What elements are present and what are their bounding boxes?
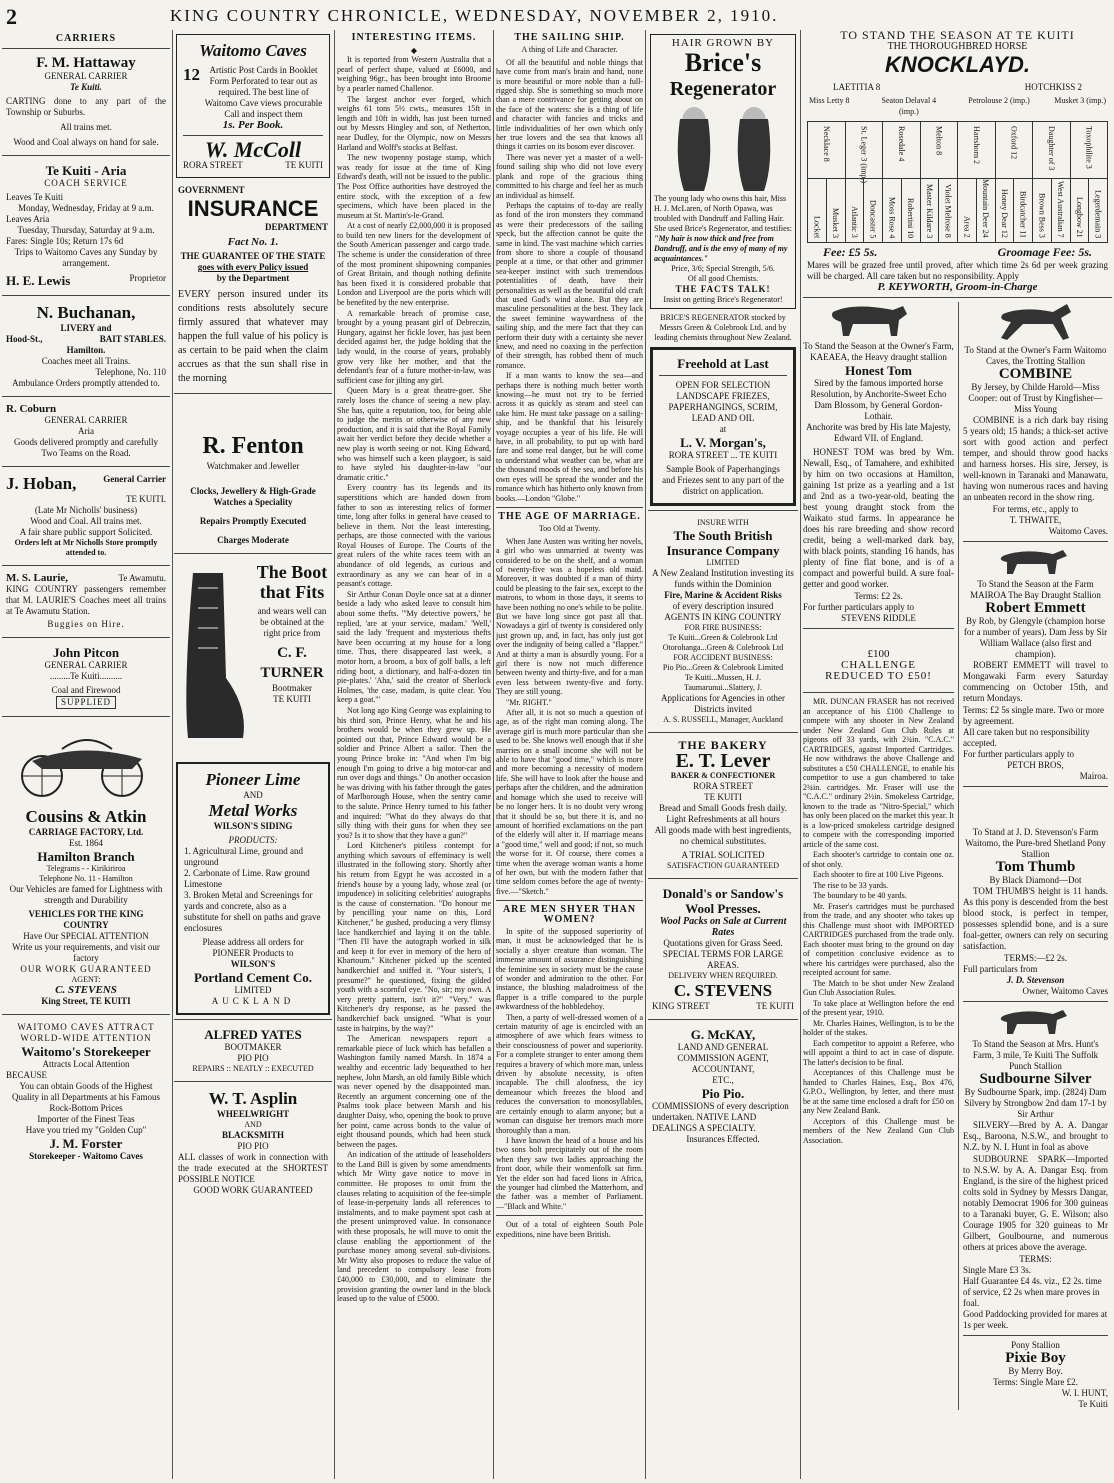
- pedigree-top: LAETITIA 8 HOTCHKISS 2: [833, 82, 1082, 92]
- article-paragraph: A remarkable breach of promise case, brought by a young peasant girl of Debreczin, Hungary, against her fickle lover, has just been decided against her, the judge holding that the lady would, in the course of years, probably grow very like her mother, and that the defendant's fear of a future mother-in-law, was sufficient case for jilting any girl.: [337, 308, 491, 385]
- pedigree-entry: Necklace 8: [821, 126, 831, 162]
- article-paragraph: Each shooter to fire at 100 Live Pigeons.: [813, 870, 944, 879]
- pedigree-entry: Hartshorn 2: [971, 126, 981, 164]
- article-paragraph: After all, it is not so much a question of age, as of the right man coming along. The average girl is much more particular than she used to be. She knows well enough that if she marries on a small income she will not be able to have that "good time," which is more and more becoming a necessity of modern life. She will have to look after the house and perhaps after the children, and the admiration and homage which she used to receive will be no longer hers. It is no doubt very wrong that it should be so, but there it is, and no amount of horrified exclamations on the part of the elderly will alter it. If marriage means a "good time," well and good; if not, so much the worse for it. Of course, there comes a time when the average woman wants a home of her own, but with the modern father that time seldom comes before the age of twenty-five.—"Sketch.": [496, 708, 643, 896]
- article-paragraph: Of all the beautiful and noble things that have come from man's brain and hand, none is more beautiful or more noble than a full-rigged ship. She is something so much more than a mere contrivance for getting about on the face of the waters: she is a thing of life and character with fancies and tricks and little individualities of her own which only her true lovers and the sea that knows all things it carries on its bosom ever discover.: [496, 57, 643, 152]
- pedigree-entry: Master Kildare 3: [924, 183, 934, 238]
- pedigree-entry: Legerdemain 3: [1093, 189, 1103, 238]
- brices-stockists: BRICE'S REGENERATOR stocked by Messrs Green & Colebrook Ltd. and by leading chemists throughout New Zealand.: [654, 313, 792, 342]
- age-of-marriage-heading: THE AGE OF MARRIAGE.: [498, 510, 641, 522]
- ad-pioneer-lime: Pioneer Lime AND Metal Works WILSON'S SIDING PRODUCTS: 1. Agricultural Lime, ground and unground 2. Carbonate of Lime. Raw ground Limestone 3. Broken Metal and Screenings for yards and concrete, also as a substitute for shell on paths and grave enclosures Please address all orders for PIONEER Products to WILSON'S Portland Cement Co. LIMITED AUCKLAND: [176, 762, 330, 1015]
- article-paragraph: There was never yet a master of a well-found sailing ship who did not love every plank and rope of the gracious thing committed to his charge and feel her as much an individual as himself.: [496, 152, 643, 200]
- column-rule: [493, 30, 494, 1479]
- article-paragraph: The largest anchor ever forged, which weighs 61 tons 5½ cwts., measures 15ft in length and 10ft in width, has just been turned out by Messrs Hingley and son, of Netherton, near Dudley, for the Olympic, now on Messrs Harland and Wolff's stocks at Belfast.: [337, 94, 491, 152]
- column-stallions-right: To Stand at the Owner's Farm Waitomo Caves, the Trotting Stallion COMBINE By Jersey, by Childe Harold—Miss Cooper: out of Trust by Kingfisher—Miss Young COMBINE is a rich dark bay rising 5 years old; 15 hands; a thick-set active sort with good action and perfect temper, and should throw good hacks and harness horses. His sire, Jersey, is well-known in Taranaki and Manawatu, having won numerous races and having an unbeaten record in the show ring. For terms, etc., apply to T. THWAITE, Waitomo Caves. To Stand the Season at the Farm MAIROA The Bay Draught Stallion Robert Emmett By Rob, by Glengyle (champion horse for a number of years). Dam Jess by Sir William Wallace (also first and champion). ROBERT EMMETT will travel to Mongawaki Farm every Saturday commencing on October 15th, and return Mondays. Terms: £2 5s single mare. Two or more by agreement. All care taken but no responsibility accepted. For further particulars apply to PETCH BROS, Mairoa. To Stand at J. D. Stevenson's Farm Waitomo, the Pure-bred Shetland Pony Stallion Tom Thumb By Black Diamond—Dot TOM THUMB'S height is 11 hands. As this pony is descended from the best blood stock, is perfect in temper, possesses splendid bone, and is a sure foal-getter, owners can rely on securing satisfaction. TERMS:—£2 2s. Full particulars from J. D. Stevenson Owner, Waitomo Caves To Stand the Season at Mrs. Hunt's Farm, 3 mile, Te Kuiti The Suffolk Punch Stallion Sudbourne Silver By Sudbourne Spark, imp. (2824) Dam Silvery by Strongbow 2nd dam 17-1 by Sir Arthur SILVERY—Bred by A. A. Dangar Esq., Baroona, N.S.W., and brought to N.Z. by N. I. Hunt in foal as above SUDBOURNE SPARK—Imported to N.S.W. by A. A. Dangar Esq. from England, is the sire of the highest priced colts sold in Sydney by Messrs Dangar, notably Democrat 1906 for 300 guineas to a Taranaki buyer, G. E. Wilson; also Courage 1905 for 320 guineas to Mr Gilbert, Goulbourne, and numerous others at prices above the average. TERMS: Single Mare £3 3s. Half Guarantee £4 4s. viz., £2 2s. time of service, £2 2s when mare proves in foal. Good Paddocking provided for mares at 1s per week. Pony Stallion Pixie Boy By Merry Boy. Terms: Single Mare £2. W. I. HUNT, Te Kuiti: [958, 302, 1108, 1410]
- carriage-illustration-icon: [2, 721, 166, 801]
- column-rule: [645, 30, 646, 1479]
- pedigree-entry: Birdcatcher 11: [1018, 190, 1028, 238]
- column-adverts-2: [648, 30, 798, 1479]
- column-articles: [496, 30, 643, 1479]
- knocklayd-season: TO STAND THE SEASON AT TE KUITI: [840, 30, 1075, 42]
- age-of-marriage-subheading: Too Old at Twenty.: [538, 524, 601, 534]
- long-hair-portrait-icon: [654, 101, 794, 191]
- column-rule: [172, 30, 173, 1479]
- knocklayd-mares: Mares will be grazed free until proved, after which time 2s 6d per week grazing will be charged. All care taken but no responsibility. Apply: [807, 260, 1108, 281]
- article-paragraph: Then, a party of well-dressed women of a certain maturity of age is encircled with an atmosphere of awe which fears witness to their consciousness of power and superiority. For a complete stranger to enter among them requires a bravery of which more man, unless driven by absolute necessity, is often incapable. The chill aloofness, the icy demeanour which freezes the blood and reduces the conversation to monosyllables, are certainly enough to alarm anyone; but a woman can disguise her tremors much more thoroughly than a man.: [496, 1012, 643, 1135]
- ad-bakery-lever: THE BAKERY E. T. Lever BAKER & CONFECTIONER RORA STREET TE KUITI Bread and Small Goods fresh daily. Light Refreshments at all hours All goods made with best ingredients, no chemical substitutes. A TRIAL SOLICITED SATISFACTION GUARANTEED: [654, 738, 792, 870]
- article-paragraph: It is reported from Western Australia that a pearl of perfect shape, valued at £6000, and weighing 96gr., has been brought into Broome by a pearler named Challenor.: [337, 55, 491, 93]
- article-paragraph: The new twopenny postage stamp, which was ready for issue at the time of King Edward's death, will not be issued to the public. The Post Office authorities have destroyed the entire stock, with the exception of a few specimens, which have been placed in the museum at St. Martin's-le-Grand.: [337, 153, 491, 220]
- ad-yates: ALFRED YATES BOOTMAKER PIO PIO REPAIRS :: NEATLY :: EXECUTED: [192, 1027, 314, 1073]
- ad-boot-turner: The Boot that Fits and wears well can be obtained at the right price from C. F. TURNER Bootmaker TE KUITI: [174, 558, 332, 758]
- pedigree-cell: [996, 122, 1034, 242]
- ad-waitomo-caves: Waitomo Caves 12 Artistic Post Cards in Booklet Form Perforated to tear out as required. The best line of Waitomo Cave views procurable Call and inspect them 1s. Per Book. W. McColl RORA STREET TE KUITI: [176, 34, 330, 178]
- ad-brices-regenerator: HAIR GROWN BY Brice's Regenerator The young lady who owns this hair, Miss H. J. McLaren, of North Opawa, was troubled with Dandruff and Falling Hair. She used Brice's Regenerator, and testifies: "My hair is now thick and free from Dandruff, and is the envy of many of my acquaintances." Price, 3/6; Special Strength, 5/6. Of all good Chemists. THE FACTS TALK! Insist on getting Brice's Regenerator!: [650, 34, 796, 309]
- pedigree-cell: [846, 122, 884, 242]
- article-paragraph: Acceptances of this Challenge must be handed to Charles Haines, Esq., Box 476, G.P.O., Wellington, by letter, and there must be at the same time enclosed a draft for £50 on any New Zealand Bank.: [803, 1068, 954, 1115]
- column-interesting-items: INTERESTING ITEMS. ◆ It is reported from Western Australia that a pearl of perfect shape, valued at £6000, and weighing 96gr., has been brought into Broome by a pearler named Challenor. The largest anchor ever forged, which weighs 61 tons 5½ cwts., measures 15ft in length and 10ft in width, has just been turned out by Messrs Hingley and son, of Netherton, near Dudley, for the Olympic, now on Messrs Harland and Wolff's stocks at Belfast. The new twopenny postage stamp, which was ready for issue at the time of King Edward's death, will not be issued to the public. The Post Office authorities have destroyed the entire stock, with the exception of a few specimens, which have been placed in the museum at St. Martin's-le-Grand. At a cost of nearly £2,000,000 it is proposed to build ten new liners for the development of the South American passenger and cargo trade. The scheme is under the consideration of three of the most prominent shipowning companies of Great Britain, and though nothing definite has been fixed it is considered probable that London and Liverpool are the ports which will be benefited by the new enterprise. A remarkable breach of promise case, brought by a young peasant girl of Debreczin, Hungary, against her fickle lover, has just been decided against her, the judge holding that the lady would, in the course of years, probably grow very like her mother, and that the defendant's fear of a future mother-in-law, was sufficient case for jilting any girl. Queen Mary is a great theatre-goer. She rarely loses the chance of seeing a new play. She has, quite a reputation, too, for being able to judge the merits or otherwise of any new production, and it is said that the Royal Family await her verdict before they decide whether a new play is worth seeing or not. King Edward, who was himself such a keen playgoer, is said to have styled his daughter-in-law "our dramatic critic." Every country has its legends and its superstitions which are handed down from father to son as interesting relics of former time, long after folks in general have ceased to believe in them. Not the least interesting, perhaps, are those connected with the various Royal Houses of Europe. The Courts of the great rulers of the white races teem with an abundance of old legends, as curious and extraordinary as any we can hear of in a peasant's cottage. Sir Arthur Conan Doyle once sat at a dinner beside a lady who asked leave to consult him about some thefts. "'My detective powers,' he replied, 'are at your service, madam.' 'Well,' said the lady 'frequent and mysterious thefts have been occurring at my house for a long time. Thus, there disappeared last week, a motor horn, a broom, a box of golf balls, a left riding boot, a dictionary, and half-a-dozen tin pie-plates.' 'Aha,' said the creator of Sherlock Holmes, 'the case, madam, is quite clear. You keep a goat.'" Not long ago King George was explaining to his third son, Prince Henry, what he and his brothers would be when they grew up. He pointed out that, Prince Edward would be a soldier and Prince Albert a sailor. Then the young Prince broke in: "And when I'm big enough I'm going to drive a big motor-car and run over dogs and things." On another occasion he was driving with his father through the gates of Marlborough House, when the sentry came to the salute. Prince Henry turned to his father and inquired: "What do they always do that silly thing with their guns for when they see you? Is it to show that they have a gun?" Lord Kitchener's pitiless contempt for anything which savours of effeminacy is well illustrated in the following story. Shortly after his return from Egypt he was accosted in a friend's house by a young lady, whose zeal (or impudence) in soliciting celebrities' autographs is the cause of consternation. "Do honour me by pencilling your name on this, Lord Kitchener," he gushed, producing a very flimsy lace handkerchief and laying it on the table. "Then I'll have the autograph worked in silk and keep it for ever in memory of the hero of Khartoum." Kitchener picked up the scented handkerchief and sniffed it. "Your sister's, I presume?" he questioned, fixing the gilded youth with a scornful eye. "No, sir; my own. A very pretty pattern, isn't it?" "Very." was Kitchener's dry response, as he passed the handkerchief back unsigned. "What is your taste in hairpins, by the way?" The American newspapers report a remarkable piece of luck which has befallen a Washington family named Marsh. In 1874 a wealthy and eccentric lady bequeathed to her nephew, John Marsh, an old family Bible which was never opened by the disappointed man. Recently an argument concerning one of the Psalms took place between Marsh and his daughter Daisy, who, opening the book to prove her point, came across bonds to the value of eight thousand pounds, which had been stuck between the pages. An indication of the attitude of leaseholders to the Land Bill is given by some amendments which Mr Witty gave notice to move in committee. He proposes to omit from the clauses relating to acquisition of the fee-simple of lease-in-perpetuity lands all references to instalments, and to make payment spot cash at the present unimproved value. In consonance with these proposals, he will move to omit the clause enabling the apportionment of the purchase money among several sub-divisions. Mr Witty also proposes to reduce the value of land precedent to compulsory lease from £40,000 to £30,000, and to eliminate the provision granting the owner land in the block leased up to the value of £5000.: [337, 32, 491, 1304]
- article-paragraph: To take place at Wellington before the end of the present year, 1910.: [803, 998, 954, 1017]
- article-paragraph: MR. DUNCAN FRASER has not received an acceptance of his £100 Challenge to compete with any shooter in New Zealand under New Zealand Gun Club Rules at pigeons off 33 yards, with 2¾in. "C.A.C." CARTRIDGES, against Imported Cartridges. He now withdraws the above Challenge and substitutes a £50 CHALLENGE, to enable his competitor to use a gun chambered to take 2¾in. cartridges. Mr. Fraser will use the "C.A.C." ordinary 2½in. Smokeless Cartridge, known to the trade as "Nitro-Special," which has only been placed on the market this year. It is a low-priced smokeless cartridge designed to compete with the corresponding imported article of the same cost.: [803, 697, 954, 849]
- article-paragraph: The boundary to be 40 yards.: [813, 891, 907, 900]
- pedigree-entry: Honey Dear 12: [999, 189, 1009, 238]
- column-stallions: [803, 30, 1112, 1479]
- article-paragraph: Perhaps the captains of to-day are really as fond of the iron monsters they command as were their predecessors of the sailing speck, but the affection cannot be quite the same in kind. The vast machine which carries from shore to shore a couple of thousand people at a time, or that other and grimmer sea-keeper instinct with such tremendous potentialities of death, have their personalities as well as the beautiful old craft that used God's wind alone. But they are masculine personalities at the best. They lack the sweet feminine waywardness of the sailing ship, and the mere fact that they can perform their duty with a certainty she never knew, and need no coaxing in the perfection of their strength, has robbed them of much romance.: [496, 200, 643, 370]
- knocklayd-title: KNOCKLAYD.: [884, 52, 1031, 77]
- pedigree-entry: Petrolouse 2 (imp.): [968, 96, 1030, 105]
- article-paragraph: The rise to be 33 yards.: [813, 880, 889, 890]
- pedigree-entry: Miss Letty 8: [809, 96, 850, 105]
- ad-coburn: R. Coburn GENERAL CARRIER Aria Goods delivered promptly and carefully Two Teams on the Road.: [6, 403, 158, 458]
- men-shyer-body: [496, 927, 643, 1211]
- bay-horse-icon: [963, 546, 1109, 576]
- pedigree-entry: Longbow 21: [1074, 197, 1084, 238]
- ad-waitomo-store: WAITOMO CAVES ATTRACT WORLD-WIDE ATTENTION Waitomo's Storekeeper Attracts Local Attention BECAUSE You can obtain Goods of the Highest Quality in all Departments at his Famous Rock-Bottom Prices Importer of the Finest Teas Have you tried my "Golden Cup" J. M. Forster Storekeeper - Waitomo Caves: [6, 1022, 160, 1161]
- pedigree-entry: Toxophilite 3: [1084, 126, 1094, 169]
- sailing-ship-body: [496, 58, 643, 503]
- column-rule: [800, 30, 801, 1479]
- pedigree-cell: [883, 122, 921, 242]
- men-shyer-heading: ARE MEN SHYER THAN WOMEN?: [502, 904, 637, 925]
- pedigree-entry: St. Leger 3 (imp.): [859, 126, 869, 184]
- pedigree-cell: [1033, 122, 1071, 242]
- pedigree-entry: Seaton Delaval 4 (imp.): [881, 96, 937, 116]
- pedigree-entry: Locket: [812, 215, 822, 238]
- article-paragraph: Each shooter's cartridge to contain one oz. of shot only.: [803, 850, 954, 869]
- article-paragraph: Not long ago King George was explaining to his third son, Prince Henry, what he and his brothers would be when they grew up. He pointed out that, Prince Edward would be a soldier and Prince Albert a sailor. Then the young Prince broke in: "And when I'm big enough I'm going to drive a big motor-car and run over dogs and things." On another occasion he was driving with his father through the gates of Marlborough House, when the sentry came to the salute. Prince Henry turned to his father and inquired: "What do they always do that silly thing with their guns for when they see you? Is it to show that they have a gun?": [337, 705, 491, 840]
- pedigree-entry: Musket 3 (imp.): [1054, 96, 1106, 105]
- south-pole-note: Out of a total of eighteen South Pole expeditions, nine have been British.: [496, 1220, 643, 1239]
- knocklayd-fees: Fee: £5 5s. Groomage Fee: 5s.: [823, 245, 1092, 259]
- article-paragraph: An indication of the attitude of leaseholders to the Land Bill is given by some amendments which Mr Witty gave notice to move in committee. He proposes to omit from the clauses relating to acquisition of the fee-simple of lease-in-perpetuity lands all references to instalments, and to make payment spot cash at the present unimproved value. In consonance with these proposals, he will move to omit the clause enabling the apportionment of the purchase money among several sub-divisions. Mr Witty also proposes to reduce the value of land precedent to compulsory lease from £40,000 to £30,000, and to eliminate the provision granting the owner land in the block leased up to the value of £5000.: [337, 1150, 491, 1304]
- article-paragraph: Mr. Fraser's cartridges must be purchased from the trade, and any shooter who takes up this Challenge must shoot with IMPORTED CARTRIDGES purchased from the trade only. Each shooter must bring to the ground on day of competition conclusive evidence as to where his cartridges were purchased, also the receipted account for same.: [803, 901, 954, 977]
- pedigree-entry: Area 2: [962, 216, 972, 238]
- column-stallions-left: To Stand the Season at the Owner's Farm, KAEAEA, the Heavy draught stallion Honest Tom Sired by the famous imported horse Resolution, by Anchorite-Sweet Echo Dam Blossom, by General Gordon-Lothair. Anchorite was bred by His late Majesty, Edward VII. of England. HONEST TOM was bred by Wm. Newall, Esq., of Tamahere, and exhibited by him on two occasions at Hamilton, gaining 1st prize as a yearling and a 1st and 2nd as a two-year-old, beating the best young draught stock from the Waikato stud farms. In appearance he does his rare breeding and show record credit, being a well-marked dark bay, with black points, standing 16 hands, has plenty of fine flat bone, and is of a compact and powerful build. A sure foal-getter and good worker. Terms: £2 2s. For further particulars apply to STEVENS RIDDLE £100 CHALLENGE REDUCED TO £50! MR. DUNCAN FRASER has not received an acceptance of his £100 Challenge to compete with any shooter in New Zealand under New Zealand Gun Club Rules at pigeons off 33 yards, with 2¾in. "C.A.C." CARTRIDGES, against Imported Cartridges. He now withdraws the above Challenge and substitutes a £50 CHALLENGE, to enable his competitor to use a gun chambered to take 2¾in. cartridges. Mr. Fraser will use the "C.A.C." ordinary 2½in. Smokeless Cartridge, known to the trade as "Nitro-Special," which has only been placed on the market this year. It is a low-priced smokeless cartridge designed to compete with the corresponding imported article of the same cost. Each shooter's cartridge to contain one oz. of shot only. Each shooter to fire at 100 Live Pigeons. The rise to be 33 yards. The boundary to be 40 yards. Mr. Fraser's cartridges must be purchased from the trade, and any shooter who takes up this Challenge must shoot with IMPORTED CARTRIDGES purchased from the trade only. Each shooter must bring to the ground on day of competition conclusive evidence as to where his cartridges were purchased, also the receipted account for same. The Match to be shot under New Zealand Gun Club Association Rules. To take place at Wellington before the end of the present year, 1910. Mr. Charles Haines, Wellington, is to be the holder of the stakes. Each competitor to appoint a Referee, who will appoint a third to act in case of dispute. The latter's decision to be final. Acceptances of this Challenge must be handed to Charles Haines, Esq., Box 476, G.P.O., Wellington, by letter, and there must be at the same time enclosed a draft for £50 on any New Zealand Bank. Acceptors of this Challenge must be members of the New Zealand Gun Club Association.: [803, 302, 958, 1410]
- article-paragraph: The American newspapers report a remarkable piece of luck which has befallen a Washington family named Marsh. In 1874 a wealthy and eccentric lady bequeathed to her nephew, John Marsh, an old family Bible which was never opened by the disappointed man. Recently an argument concerning one of the Psalms took place between Marsh and his daughter Daisy, who, opening the book to prove her point, came across bonds to the value of eight thousand pounds, which had been stuck between the pages.: [337, 1034, 491, 1149]
- article-paragraph: Lord Kitchener's pitiless contempt for anything which savours of effeminacy is well illustrated in the following story. Shortly after his return from Egypt he was accosted in a friend's house by a young lady, whose zeal (or impudence) in soliciting celebrities' autographs is the cause of consternation. "Do honour me by pencilling your name on this, Lord Kitchener," he gushed, producing a very flimsy lace handkerchief and laying it on the table. "Then I'll have the autograph worked in silk and keep it for ever in memory of the hero of Khartoum." Kitchener picked up the scented handkerchief and sniffed it. "Your sister's, I presume?" he questioned, fixing the gilded youth with a scornful eye. "No, sir; my own. A very pretty pattern, isn't it?" "Very." was Kitchener's dry response, as he passed the handkerchief back unsigned. "What is your taste in hairpins, by the way?": [337, 841, 491, 1033]
- ad-laurie: M. S. Laurie, Te Awamutu. KING COUNTRY passengers remember that M. LAURIE'S Coaches meet all trains at Te Awamutu Station. Buggies on Hire.: [6, 572, 166, 629]
- ad-freehold-morgan: Freehold at Last OPEN FOR SELECTION LANDSCAPE FRIEZES, PAPERHANGINGS, SCRIM, LEAD AND OIL at L. V. Morgan's, RORA STREET ... TE KUITI Sample Book of Paperhangings and Friezes sent to any part of the district on application.: [650, 347, 796, 506]
- ad-cousins-atkin: Cousins & Atkin CARRIAGE FACTORY, Ltd. Est. 1864 Hamilton Branch Telegrams - - Kirikiriroa Telephone No. 11 - Hamilton Our Vehicles are famed for Lightness with strength and Durability VEHICLES FOR THE KING COUNTRY Have Our SPECIAL ATTENTION Write us your requirements, and visit our factory OUR WORK GUARANTEED AGENT: C. STEVENS King Street, TE KUITI: [9, 807, 163, 1006]
- article-paragraph: In spite of the supposed superiority of man, it must be acknowledged that he is socially a shyer creature than woman. The immense amount of assurance distinguishing the feminine sex in society must be the cause of wonder and admiration to the other. For instance, the blushing maladroitness of the flapper is a trifle compared to the purple awkwardness of the hobbledehoy.: [496, 926, 643, 1012]
- pedigree-entry: Atlantic 3: [849, 206, 859, 238]
- challenge-body: [803, 697, 954, 1145]
- pedigree-entry: Robertini 10: [906, 197, 916, 238]
- ad-fenton: R. Fenton Watchmaker and Jeweller Clocks, Jewellery & High-Grade Watches a Speciality Repairs Promptly Executed Charges Moderate: [190, 433, 316, 545]
- pedigree-entry: Musket 3: [831, 208, 841, 238]
- pedigree-entry: Oxford 12: [1009, 126, 1019, 160]
- sailing-ship-subheading: A thing of Life and Character.: [521, 45, 618, 55]
- pedigree-second-row: [803, 93, 1112, 119]
- pedigree-table: [807, 121, 1108, 243]
- article-paragraph: "Mr. RIGHT.": [506, 697, 552, 707]
- pedigree-entry: Daughter of 3: [1046, 126, 1056, 171]
- pedigree-cell: [958, 122, 996, 242]
- article-paragraph: Each competitor to appoint a Referee, who will appoint a third to act in case of dispute. The latter's decision to be final.: [803, 1038, 954, 1067]
- ad-asplin: W. T. Asplin WHEELWRIGHT AND BLACKSMITH PIO PIO ALL classes of work in connection with the trade executed at the SHORTEST POSSIBLE NOTICE GOOD WORK GUARANTEED: [178, 1089, 328, 1195]
- ad-hattaway: F. M. Hattaway GENERAL CARRIER Te Kuiti. CARTING done to any part of the Township or Suburbs. All trains met. Wood and Coal always on hand for sale.: [6, 55, 166, 147]
- draught-horse-icon: [803, 302, 953, 338]
- carriers-heading: CARRIERS: [55, 33, 117, 44]
- interesting-items-heading: INTERESTING ITEMS.: [351, 32, 477, 43]
- article-paragraph: Mr. Charles Haines, Wellington, is to be the holder of the stakes.: [803, 1018, 954, 1037]
- trotting-horse-icon: [963, 302, 1109, 342]
- knocklayd-groom: P. KEYWORTH, Groom-in-Charge: [877, 281, 1038, 293]
- pedigree-entry: Moss Rose 4: [887, 196, 897, 238]
- pedigree-entry: West Australian 7: [1056, 181, 1066, 238]
- pedigree-entry: Brown Bess 3: [1037, 193, 1047, 238]
- pedigree-entry: Melton 8: [934, 126, 944, 156]
- article-paragraph: Sir Arthur Conan Doyle once sat at a dinner beside a lady who asked leave to consult him about some thefts. "'My detective powers,' he replied, 'are at your service, madam.' 'Well,' said the lady 'frequent and mysterious thefts have been occurring at my house for a long time. Thus, there disappeared last week, a motor horn, a broom, a box of golf balls, a left riding boot, a dictionary, and half-a-dozen tin pie-plates.' 'Aha,' said the creator of Sherlock Holmes, 'the case, madam, is quite clear. You keep a goat.'": [337, 589, 491, 705]
- interesting-items-body: [337, 55, 491, 1304]
- article-paragraph: Queen Mary is a great theatre-goer. She rarely loses the chance of seeing a new play. She has, quite a reputation, too, for being able to judge the merits or otherwise of any new production, and it is said that the Royal Family await her verdict before they decide whether a new play is worth seeing or not. King Edward, who was himself such a keen playgoer, is said to have styled his daughter-in-law "our dramatic critic.": [337, 386, 491, 482]
- masthead: [0, 0, 1114, 28]
- pedigree-cell: [808, 122, 846, 242]
- column-adverts: [174, 30, 332, 1479]
- ad-south-british: INSURE WITH The South British Insurance Company LIMITED A New Zealand Institution investing its funds within the Dominion Fire, Marine & Accident Risks of every description insured AGENTS IN KING COUNTRY FOR FIRE BUSINESS: Te Kuiti...Green & Colebrook Ltd Otorohanga...Green & Colebrook Ltd FOR ACCIDENT BUSINESS: Pio Pio...Green & Colebrook Limited Te Kuiti...Mussen, H. J. Taumarunui...Slattery, J. Applications for Agencies in other Districts invited A. S. RUSSELL, Manager, Auckland: [652, 518, 794, 724]
- ad-pitcon: John Pitcon GENERAL CARRIER .........Te Kuiti.......... Coal and Firewood SUPPLIED: [44, 645, 128, 707]
- age-of-marriage-body: [496, 537, 643, 896]
- pedigree-entry: Violet Melrose 8: [943, 184, 953, 238]
- ad-buchanan: N. Buchanan, LIVERY and Hood-St., BAIT STABLES. Hamilton. Coaches meet all Trains. Telephone, No. 110 Ambulance Orders promptly attended to.: [6, 303, 166, 388]
- column-rule: [334, 30, 335, 1479]
- article-paragraph: Acceptors of this Challenge must be members of the New Zealand Gun Club Association.: [803, 1116, 954, 1145]
- knocklayd-thoroughbred: THE THOROUGHBRED HORSE: [887, 41, 1028, 52]
- ad-aria-coach: Te Kuiti - Aria COACH SERVICE Leaves Te Kuiti Monday, Wednesday, Friday at 9 a.m. Leaves Aria Tuesday, Thursday, Saturday at 9 a.m. Fares: Single 10s; Return 17s 6d Trips to Waitomo Caves any Sunday by arrangement. H. E. Lewis Proprietor: [6, 163, 166, 288]
- suffolk-horse-icon: [963, 1006, 1109, 1036]
- sailing-ship-heading: THE SAILING SHIP.: [514, 32, 625, 43]
- article-paragraph: Every country has its legends and its superstitions which are handed down from father to son as interesting relics of former time, long after folks in general have ceased to believe in them. Not the least interesting, perhaps, are those connected with the various Royal Houses of Europe. The Courts of the great rulers of the white races teem with an abundance of old legends, as curious and extraordinary as any we can hear of in a peasant's cottage.: [337, 483, 491, 589]
- ad-insurance-department: GOVERNMENT INSURANCE DEPARTMENT Fact No. 1. THE GUARANTEE OF THE STATE goes with every Policy issued by the Department EVERY person insured under its conditions rests absolutely secure firmly assured that whatever may happen the full value of his policy is as certain to be paid when the claim accrues as that the sun shall rise in the morning: [178, 185, 328, 384]
- pedigree-cell: [921, 122, 959, 242]
- article-paragraph: I have known the head of a house and his two sons bolt precipitately out of the room when they saw two ladies approaching the front door, while their womenfolk sat firm. Yet the elder son had faced lions in Africa, the younger had climbed the Matterhorn, and the father was a member of Parliament.—"Black and White.": [496, 1135, 643, 1211]
- ad-hoban: J. Hoban, General Carrier TE KUITI. (Late Mr Nicholls' business) Wood and Coal. All trains met. A fair share public support Solicited. Orders left at Mr Nicholls Store promptly attended to.: [6, 474, 166, 557]
- article-paragraph: If a man wants to know the sea—and perhaps there is nothing much better worth knowing—he must not try to be ferried across it as quickly as steam and steel can take him. He must take passage on a sailing-ship, and be thankful that his leisurely voyage occupies a year of his life. He will have, in all probability, to put up with hard fare and some real danger, but he will come to understand what weather can be, what are the thousand moods of the sea, and before his own eyes will be spread the wonder and the romance which has hitherto only known from books.—London "Globe.": [496, 371, 643, 503]
- pedigree-cell: [1071, 122, 1108, 242]
- newspaper-title: KING COUNTRY CHRONICLE, WEDNESDAY, NOVEMBER 2, 1910.: [170, 6, 779, 25]
- boot-illustration-icon: [178, 568, 248, 748]
- ad-mckay: G. McKAY, LAND AND GENERAL COMMISSION AGENT, ACCOUNTANT, ETC., Pio Pio. COMMISSIONS of every description undertaken. NATIVE LAND DEALINGS A SPECIALTY. Insurances Effected.: [652, 1027, 789, 1144]
- pedigree-entry: Rosedale 4: [896, 126, 906, 162]
- column-carriers: [2, 30, 170, 1479]
- article-paragraph: The Match to be shot under New Zealand Gun Club Association Rules.: [803, 978, 954, 997]
- pedigree-entry: Mountain Deer 24: [981, 179, 991, 238]
- page-number: 2: [6, 4, 17, 29]
- ad-wool-presses: Donald's or Sandow's Wool Presses. Wool Packs on Sale at Current Rates Quotations given for Grass Seed. SPECIAL TERMS FOR LARGE AREAS. DELIVERY WHEN REQUIRED. C. STEVENS KING STREET TE KUITI: [652, 886, 794, 1011]
- article-paragraph: At a cost of nearly £2,000,000 it is proposed to build ten new liners for the development of the South American passenger and cargo trade. The scheme is under the consideration of three of the most prominent shipowning companies of Great Britain, and though nothing definite has been fixed it is considered probable that London and Liverpool are the ports which will be benefited by the new enterprise.: [337, 221, 491, 308]
- pedigree-entry: Doncaster 5: [868, 199, 878, 238]
- article-paragraph: When Jane Austen was writing her novels, a girl who was unmarried at twenty was considered to be on the shelf, and a woman of twenty-five was a hopeless old maid. Moreover, it was doubted if a man of thirty could be pleasing to the fair sex, except to the matrons, to whom in those days, it seems to have been nothing no one's while to be polite. But we have long since got past all that. Nowadays a girl of twenty is considered only just grown up, and, in fact, has only just got over the indignity of being called a "flapper." And at thirty a man is absurdly young. For a girl there is now not much difference between twenty and thirty-five, and for a man even less between twenty-five and forty. They are still young.: [496, 536, 643, 697]
